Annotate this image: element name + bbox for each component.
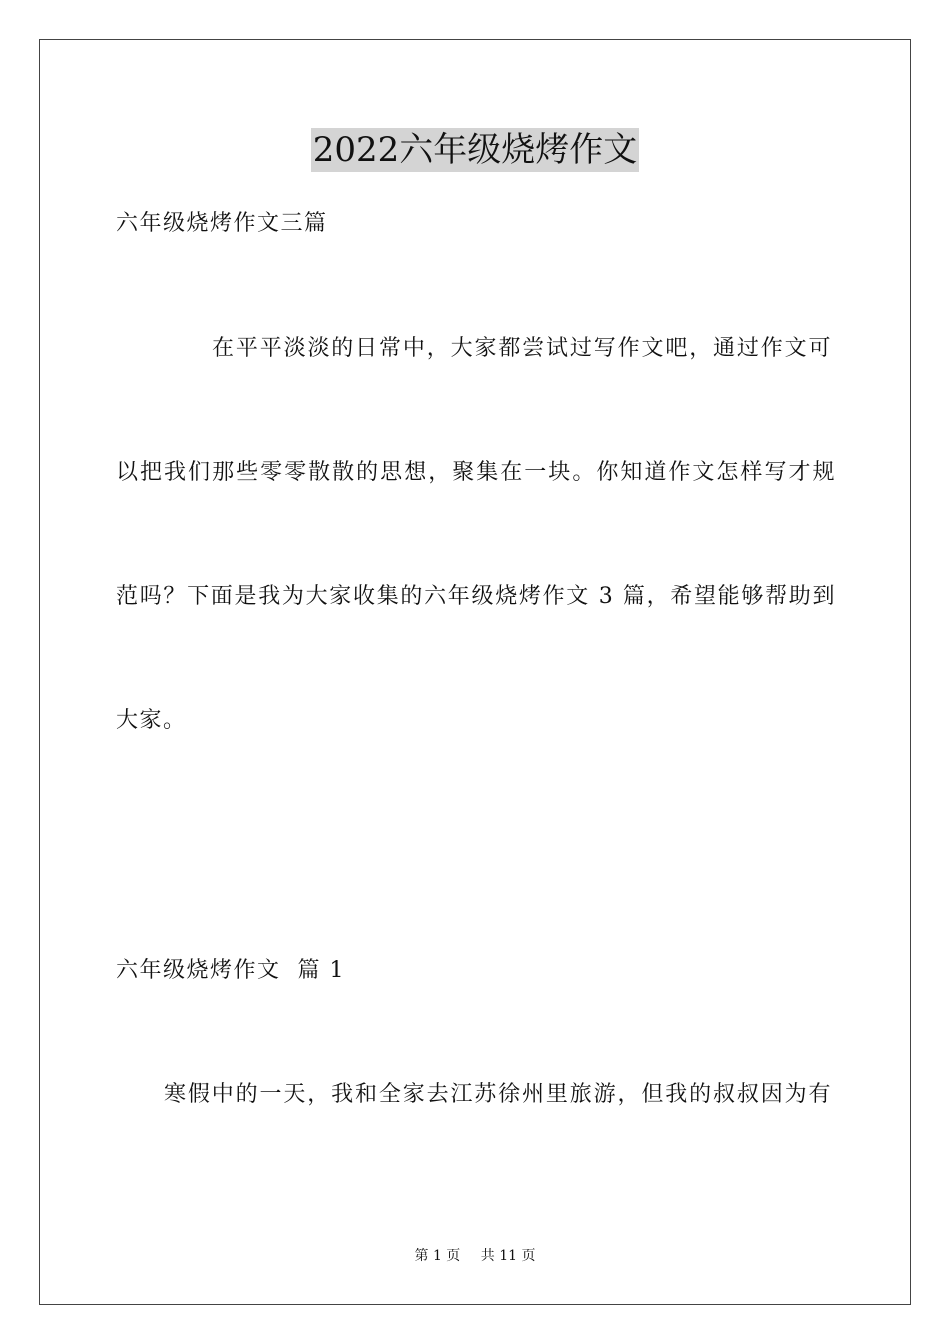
intro-line-2: 以把我们那些零零散散的思想，聚集在一块。你知道作文怎样写才规 <box>116 460 836 485</box>
intro-line-4: 大家。 <box>116 708 187 733</box>
body-line-1: 寒假中的一天，我和全家去江苏徐州里旅游，但我的叔叔因为有 <box>164 1082 832 1107</box>
page-number-current: 第 1 页 <box>414 1248 461 1264</box>
document-title-block <box>0 128 950 178</box>
intro-line-3: 范吗？下面是我为大家收集的六年级烧烤作文 3 篇，希望能够帮助到 <box>116 584 836 609</box>
document-title: 2022六年级烧烤作文 <box>312 130 638 170</box>
section-heading: 六年级烧烤作文 篇 1 <box>116 958 345 983</box>
document-subtitle: 六年级烧烤作文三篇 <box>116 211 328 236</box>
intro-line-1: 在平平淡淡的日常中，大家都尝试过写作文吧，通过作文可 <box>212 336 832 361</box>
page-number-total: 共 11 页 <box>480 1248 536 1264</box>
page-footer <box>0 1246 950 1266</box>
